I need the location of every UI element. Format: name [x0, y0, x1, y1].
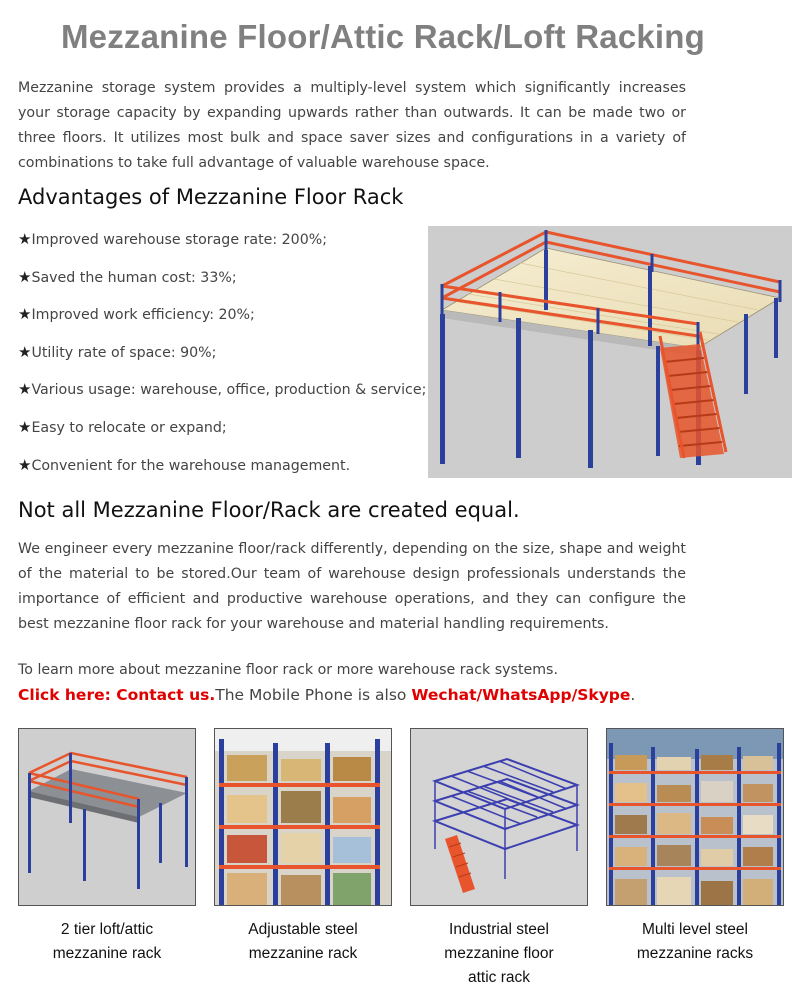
advantages-list [18, 230, 426, 493]
star-icon: ★ [18, 380, 32, 399]
star-icon: ★ [18, 305, 32, 324]
product-caption-2-tier: 2 tier loft/attic mezzanine rack [52, 921, 162, 962]
star-icon: ★ [18, 267, 32, 286]
advantages-heading: Advantages of Mezzanine Floor Rack [18, 185, 404, 209]
list-item: ★Improved warehouse storage rate: 200%; [18, 230, 328, 248]
product-thumb-2-tier[interactable] [18, 728, 196, 906]
product-caption-industrial: Industrial steel mezzanine floor attic rack [444, 921, 554, 986]
contact-middle-text: The Mobile Phone is also [215, 686, 412, 704]
star-icon: ★ [18, 342, 32, 361]
contact-us-link[interactable]: Click here: Contact us. [18, 686, 216, 704]
learn-more-text: To learn more about mezzanine floor rack or more warehouse rack systems. [18, 662, 558, 678]
page-title: Mezzanine Floor/Attic Rack/Loft Racking [60, 18, 706, 55]
quality-paragraph: We engineer every mezzanine floor/rack differently, depending on the size, shape and weight of the material to be stored.Our team of warehouse design professionals understands the importance of efficient and productive warehouse operations, and they can configure the best mezzanine floor rack for your warehouse and material handling requirements. [18, 541, 686, 632]
star-icon: ★ [18, 417, 32, 436]
star-icon: ★ [18, 455, 32, 474]
star-icon: ★ [18, 230, 32, 248]
list-item: ★Convenient for the warehouse management. [18, 455, 351, 474]
list-item: ★Saved the human cost: 33%; [18, 267, 237, 286]
contact-line [18, 686, 635, 704]
quality-heading: Not all Mezzanine Floor/Rack are created equal. [18, 498, 520, 522]
list-item: ★Utility rate of space: 90%; [18, 342, 217, 361]
product-thumb-multi-level[interactable] [606, 728, 784, 906]
intro-paragraph: Mezzanine storage system provides a multiply-level system which significantly increases your storage capacity by expanding upwards rather than outwards. It can be made two or three floors. It utilizes most bulk and space saver sizes and configurations in a variety of combinations to take full advantage of valuable warehouse space. [18, 80, 686, 171]
product-thumb-adjustable[interactable] [214, 728, 392, 906]
list-item: ★Improved work efficiency: 20%; [18, 305, 255, 324]
product-thumb-industrial[interactable] [410, 728, 588, 906]
list-item: ★Various usage: warehouse, office, production & service; [18, 380, 427, 399]
product-caption-adjustable: Adjustable steel mezzanine rack [248, 921, 358, 962]
product-caption-multi-level: Multi level steel mezzanine racks [636, 921, 754, 962]
contact-end-text: . [630, 686, 636, 704]
list-item: ★Easy to relocate or expand; [18, 417, 227, 436]
messaging-channels-link[interactable]: Wechat/WhatsApp/Skype [411, 686, 631, 704]
mezzanine-hero-image [428, 226, 792, 478]
